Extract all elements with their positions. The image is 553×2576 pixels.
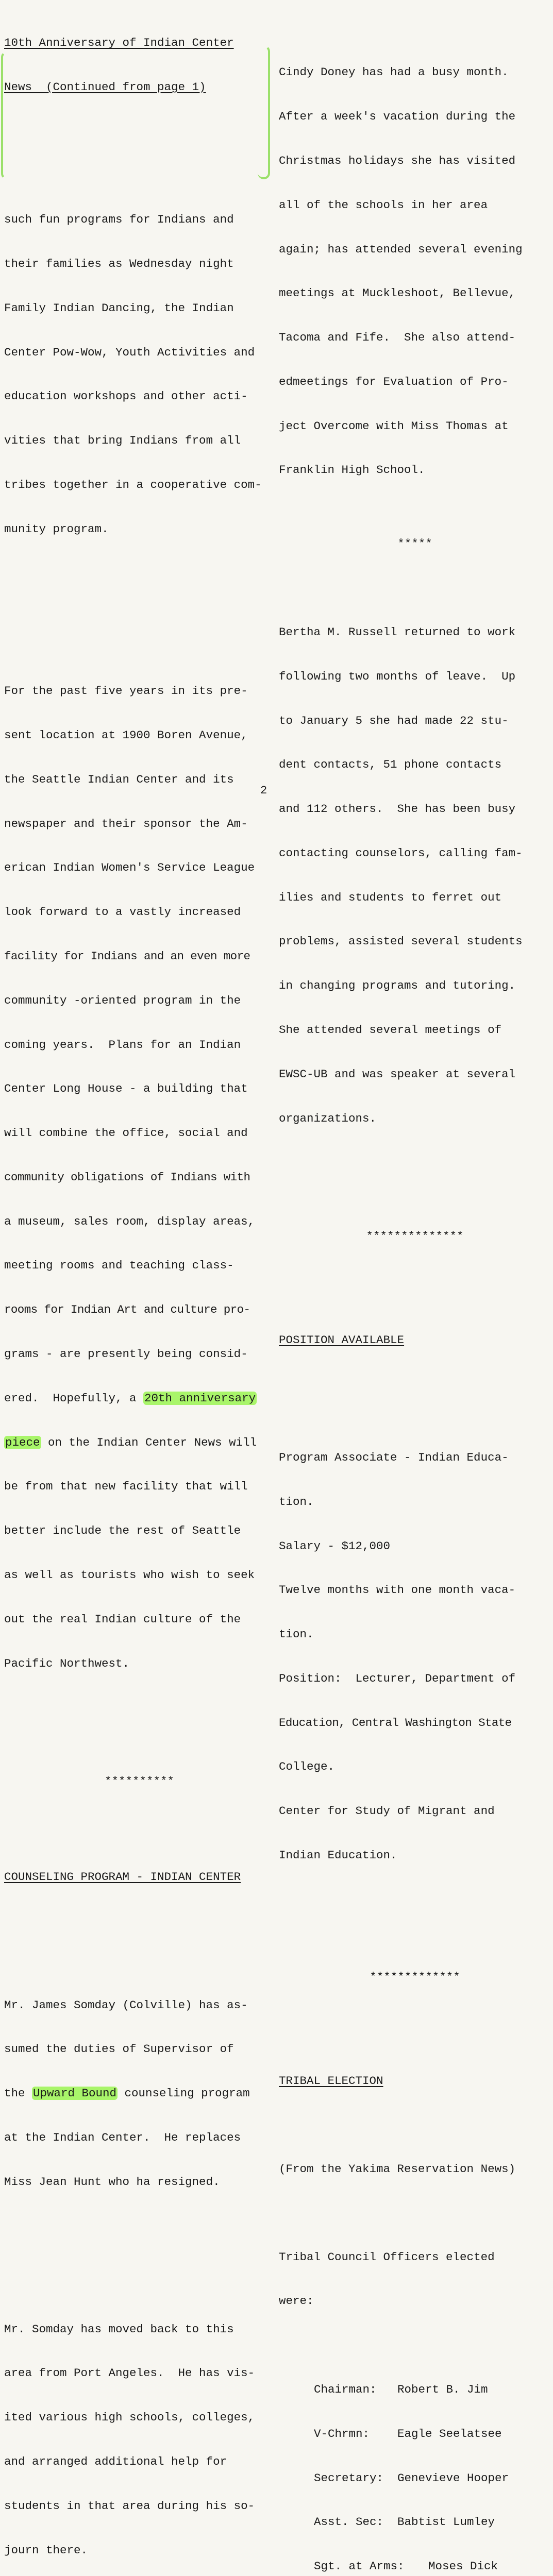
article-title-line1: 10th Anniversary of Indian Center — [4, 36, 234, 50]
section-divider: ************** — [366, 1229, 464, 1243]
counseling-paragraph-2: Mr. Somday has moved back to this area from Port Angeles. He has vis- ited various high schools, colleges, and arranged additional help for students in that area during his so- journ there. — [4, 2322, 255, 2557]
left-column — [4, 6, 275, 2576]
tribal-source: (From the Yakima Reservation News) — [279, 2162, 516, 2176]
officer-row: Chairman: Robert B. Jim — [314, 2383, 488, 2397]
section-divider: ********** — [104, 1774, 175, 1788]
tribal-election-heading: TRIBAL ELECTION — [279, 2074, 383, 2088]
officer-row: Secretary: Genevieve Hooper — [314, 2471, 509, 2485]
section-divider: ***** — [397, 537, 432, 551]
anniversary-paragraph-1: such fun programs for Indians and their families as Wednesday night Family Indian Dancing, the Indian Center Pow-Wow, Youth Activities and education workshops and other acti- vities that bring Indians from all tribes together in a cooperative com- munity program. — [4, 213, 262, 536]
highlight-piece: piece — [5, 1435, 40, 1449]
position-details: Program Associate - Indian Educa- tion. Salary - $12,000 Twelve months with one month vaca- tion. Position: Lecturer, Department of Education, Central Washington State College. Center for Study of Migrant and Indian Education. — [279, 1451, 516, 1862]
bertha-russell-paragraph: Bertha M. Russell returned to work following two months of leave. Up to January 5 she had made 22 stu- dent contacts, 51 phone contacts and 112 others. She has been busy contacting counselors, calling fam- ilies and students to ferret out problems, assisted several students in changing programs and tutoring. She attended several meetings of EWSC-UB and was speaker at several organizations. — [279, 625, 523, 1125]
article-title-line2: News (Continued from page 1) — [4, 80, 206, 94]
counseling-heading: COUNSELING PROGRAM - INDIAN CENTER — [4, 1870, 241, 1884]
right-column: Cindy Doney has had a busy month. After a week's vacation during the Christmas holidays she has visited all of the schools in her area again; has attended several evening meetings at Muckleshoot, Bellevue, Tacoma and Fife. She also attend- edmeetings for Evaluation of Pro- ject Overcome with Miss Thomas at Franklin High School. ***** Bertha M. Russell returned to work following two months of leave. Up to January 5 she had made 22 stu- dent contacts, 51 phone contacts and 112 others. She has been busy contacting counselors, calling fam- ilies and students to ferret out problems, assisted several students in changing programs and tutoring. She attended several meetings of EWSC-UB and was speaker at several organizations. ************** POSITION AVAILABLE Program Associate - Indian Educa- tion. Salary - $12,000 Twelve months with one month vaca- tion. Position: Lecturer, Department of Education, Central Washington State College. Center for Study of Migrant and Indian Education. ************* TRIBAL ELECTION (From the Yakima Reservation News) Tribal Council Officers elected were: Chairman: Robert B. Jim V-Chrmn: Eagle Seelatsee Secretary: Genevieve Hooper Asst. Sec: Babtist Lumley Sgt. at Arms: Moses Dick — [279, 6, 551, 2576]
anniversary-paragraph-2: For the past five years in its pre- sent location at 1900 Boren Avenue, the Seattle Indian Center and its newspaper and their sponsor the Am- erican Indian Women's Service League look forward to a vastly increased facility for Indians and an even more community -oriented program in the coming years. Plans for an Indian Center Long House - a building that will combine the office, social and community obligations of Indians with a museum, sales room, display areas, meeting rooms and teaching class- rooms for Indian Art and culture pro- grams - are presently being consid- ered. Hopefully, a 20th anniversary piece on the Indian Center News will be from that new facility that will better include the rest of Seattle as well as tourists who wish to seek out the real Indian culture of the Pacific Northwest. — [4, 684, 257, 1670]
counseling-paragraph-1: Mr. James Somday (Colville) has as- sumed the duties of Supervisor of the Upward Bound counseling program at the Indian Center. He replaces Miss Jean Hunt who ha resigned. — [4, 1998, 250, 2189]
highlight-upward-bound: Upward Bound — [33, 2087, 117, 2100]
position-available-heading: POSITION AVAILABLE — [279, 1333, 405, 1347]
officer-row: Sgt. at Arms: Moses Dick — [314, 2560, 498, 2573]
officers-list — [279, 2353, 551, 2576]
page-number: 2 — [260, 784, 267, 797]
highlight-20th-anniversary: 20th anniversary — [144, 1391, 256, 1405]
cindy-doney-paragraph: Cindy Doney has had a busy month. After a week's vacation during the Christmas holidays she has visited all of the schools in her area again; has attended several evening meetings at Muckleshoot, Bellevue, Tacoma and Fife. She also attend- edmeetings for Evaluation of Pro- ject Overcome with Miss Thomas at Franklin High School. — [279, 65, 523, 477]
officer-row: V-Chrmn: Eagle Seelatsee — [314, 2427, 502, 2441]
officer-row: Asst. Sec: Babtist Lumley — [314, 2515, 495, 2529]
section-divider: ************* — [370, 1970, 460, 1984]
